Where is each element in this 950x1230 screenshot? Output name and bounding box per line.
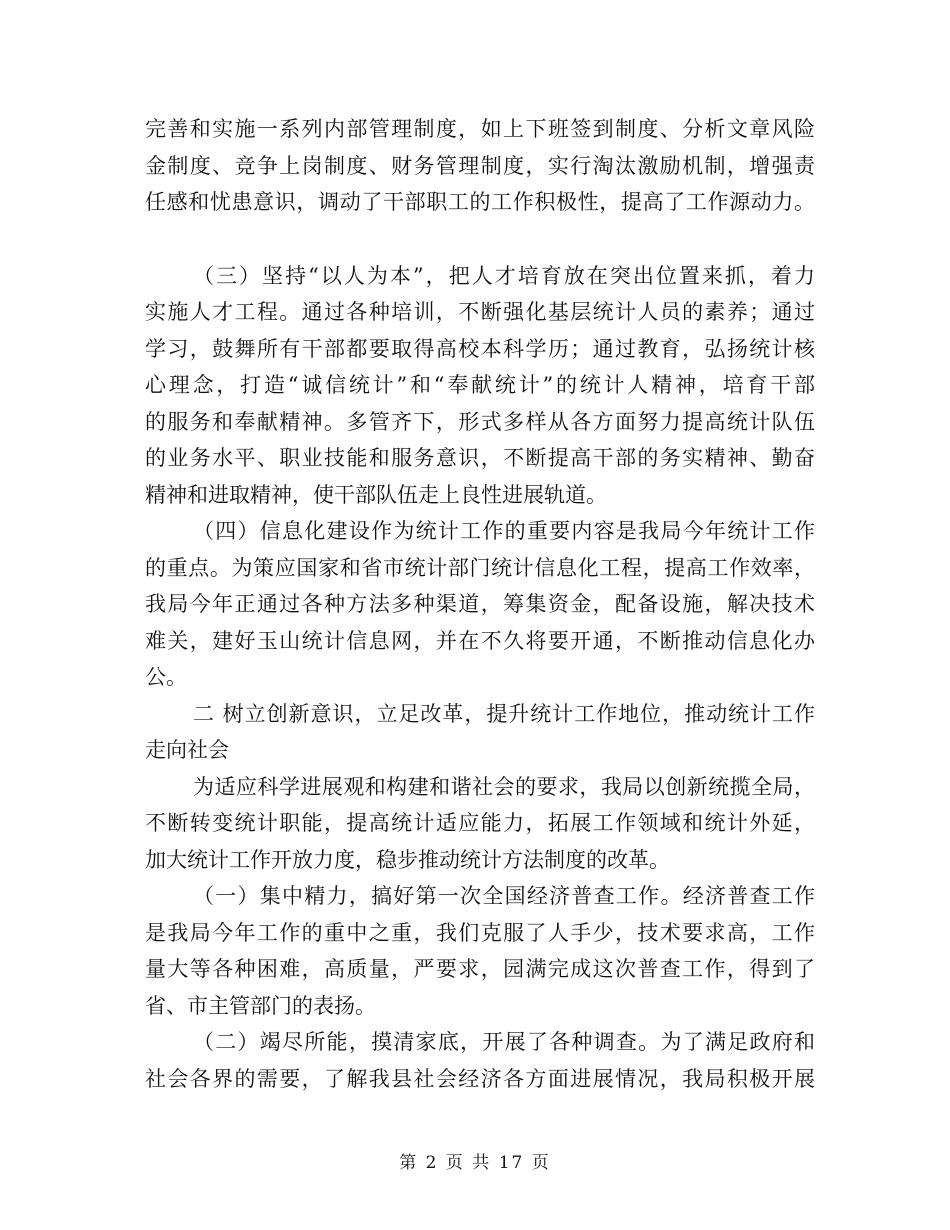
text-line: 的重点。为策应国家和省市统计部门统计信息化工程，提高工作效率， [145,556,815,580]
text-line: 的服务和奉献精神。多管齐下，形式多样从各方面努力提高统计队伍 [145,410,815,434]
text-line: 任感和忧患意识，调动了干部职工的工作积极性，提高了工作源动力。 [145,190,815,214]
text-line: 难关，建好玉山统计信息网，并在不久将要开通，不断推动信息化办 [145,629,815,653]
text-line: （二）竭尽所能，摸清家底，开展了各种调查。为了满足政府和 [193,1030,815,1054]
text-line: 心理念，打造“诚信统计”和“奉献统计”的统计人精神，培育干部 [145,373,815,397]
text-line: 精神和进取精神，使干部队伍走上良性进展轨道。 [145,483,607,507]
section-heading: 走向社会 [145,738,229,762]
text-line: 量大等各种困难，高质量，严要求，园满完成这次普查工作，得到了 [145,957,815,981]
text-line: （四）信息化建设作为统计工作的重要内容是我局今年统计工作 [193,519,815,543]
text-line: 不断转变统计职能，提高统计适应能力，拓展工作领域和统计外延， [145,811,815,835]
text-line: 公。 [145,665,187,689]
text-line: 加大统计工作开放力度，稳步推动统计方法制度的改革。 [145,848,670,872]
text-line: 学习，鼓舞所有干部都要取得高校本科学历；通过教育，弘扬统计核 [145,337,815,361]
text-line: 金制度、竞争上岗制度、财务管理制度，实行淘汰激励机制，增强责 [145,154,815,178]
text-line: （一）集中精力，搞好第一次全国经济普查工作。经济普查工作 [193,884,815,908]
text-line: 省、市主管部门的表扬。 [145,994,376,1018]
text-line: 完善和实施一系列内部管理制度，如上下班签到制度、分析文章风险 [145,117,815,141]
text-line: 社会各界的需要，了解我县社会经济各方面进展情况，我局积极开展 [145,1067,815,1091]
text-line: 为适应科学进展观和构建和谐社会的要求，我局以创新统揽全局， [193,775,815,799]
text-line: 实施人才工程。通过各种培训，不断强化基层统计人员的素养；通过 [145,300,815,324]
page-number-footer: 第 2 页 共 17 页 [399,1153,551,1173]
section-heading: 二 树立创新意识，立足改革，提升统计工作地位，推动统计工作 [193,702,815,726]
text-line: 是我局今年工作的重中之重，我们克服了人手少，技术要求高，工作 [145,921,815,945]
text-line: （三）坚持“以人为本”，把人才培育放在突出位置来抓，着力 [193,264,815,288]
text-line: 我局今年正通过各种方法多种渠道，筹集资金，配备设施，解决技术 [145,592,815,616]
text-line: 的业务水平、职业技能和服务意识，不断提高干部的务实精神、勤奋 [145,446,815,470]
